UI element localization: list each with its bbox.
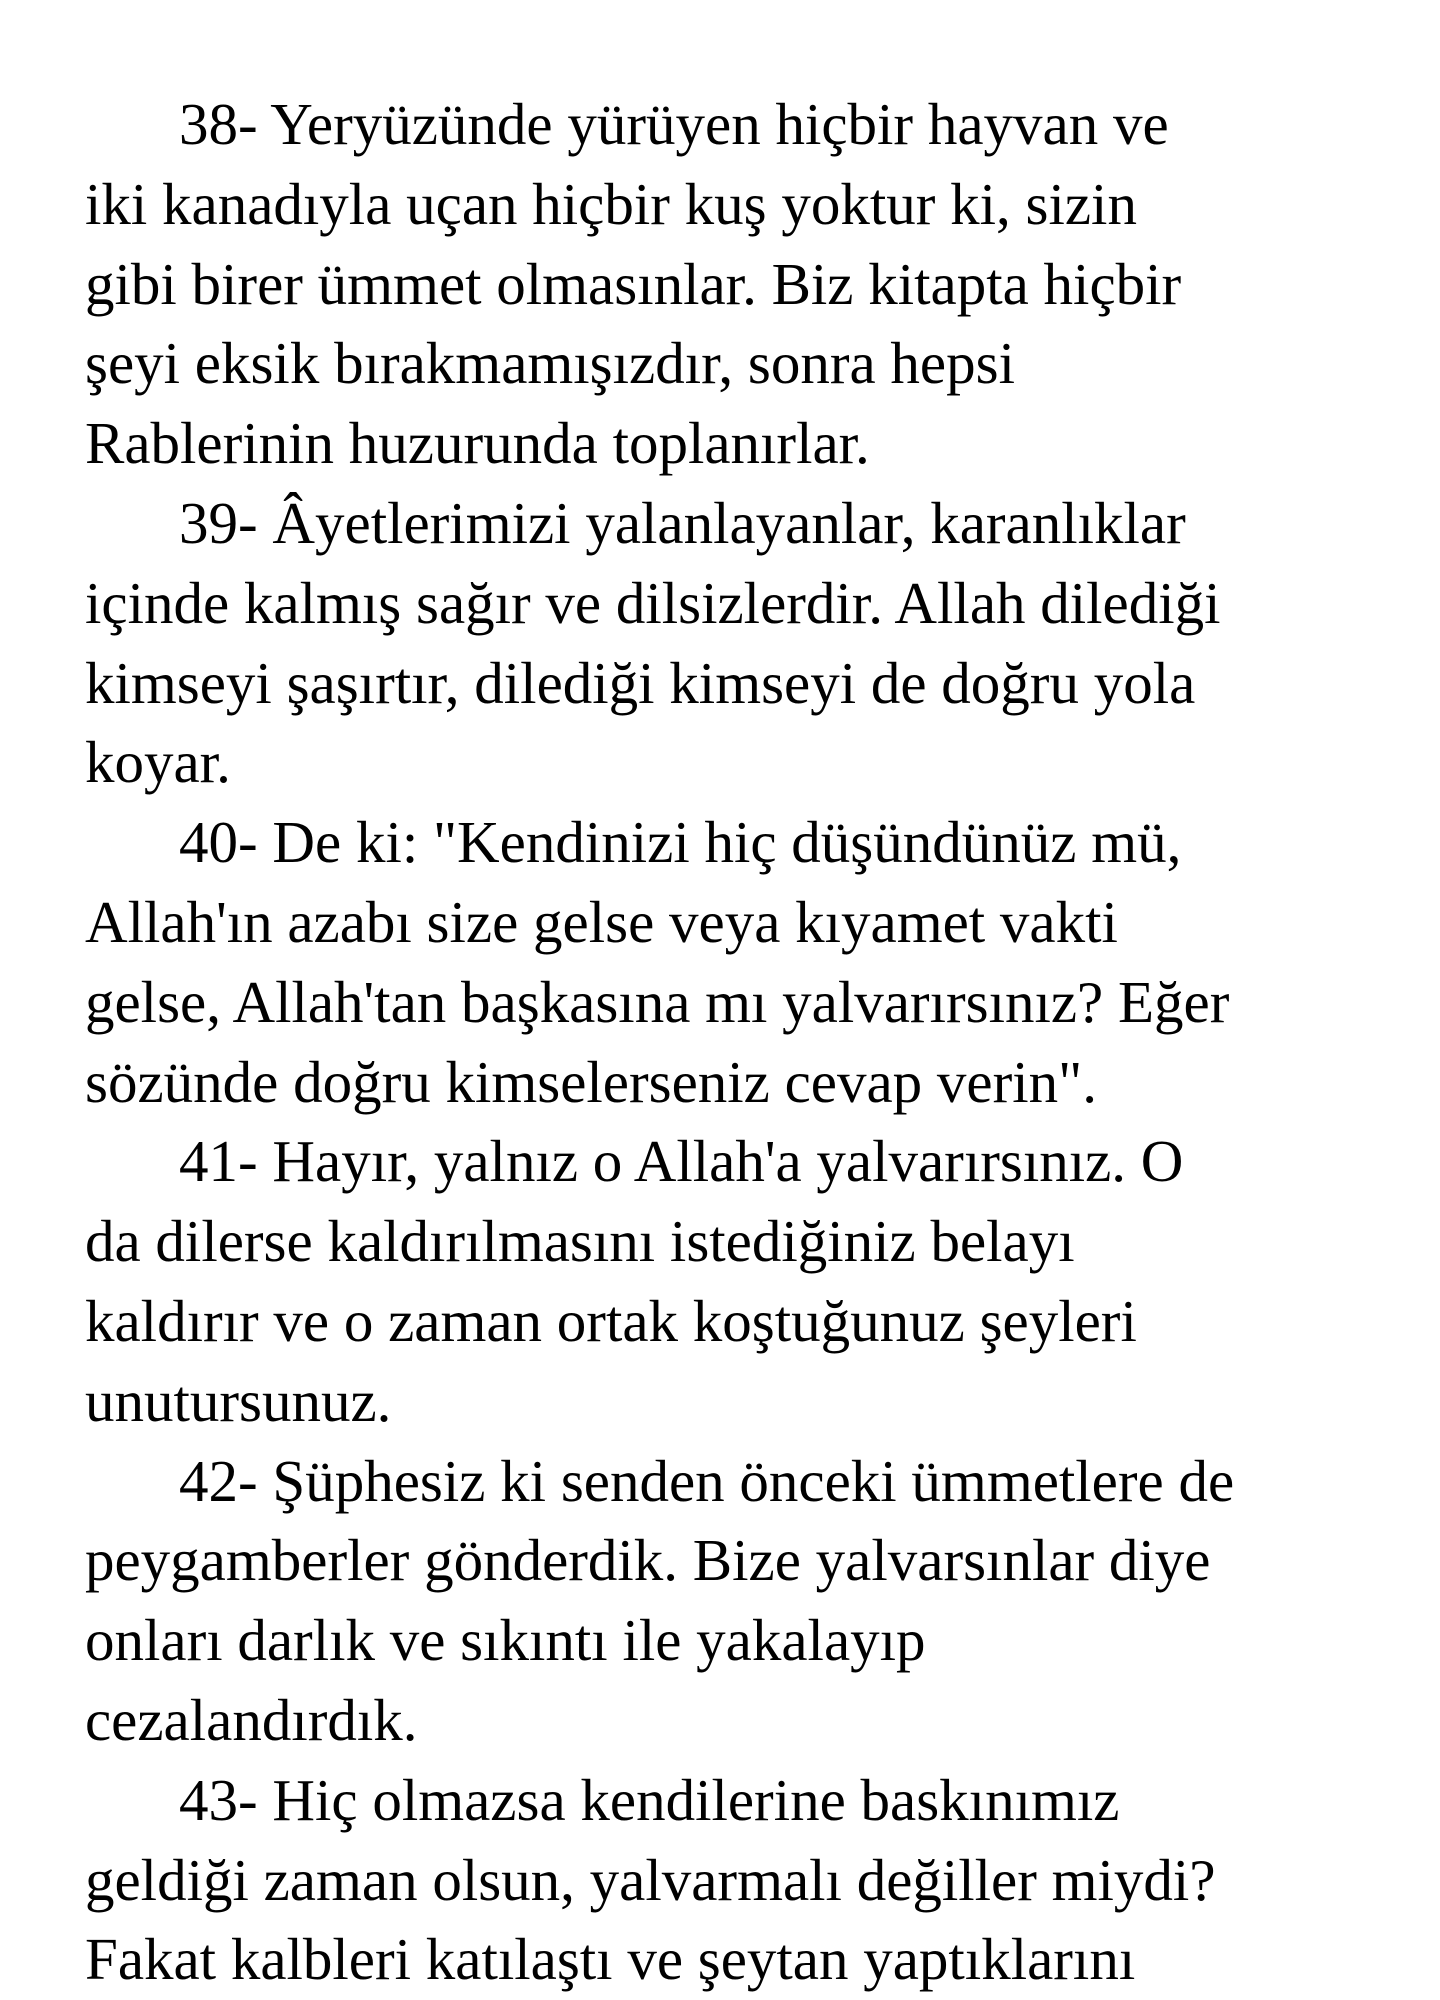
verse-text-block	[85, 85, 1365, 2000]
verse-40: 40- De ki: "Kendinizi hiç düşündünüz mü, Allah'ın azabı size gelse veya kıyamet vakti gelse, Allah'tan başkasına mı yalvarırsınız? Eğer sözünde doğru kimselerseniz cevap verin".	[85, 809, 1230, 1115]
verse-39: 39- Âyetlerimizi yalanlayanlar, karanlıklar içinde kalmış sağır ve dilsizlerdir. Allah dilediği kimseyi şaşırtır, dilediği kimseyi de doğru yola koyar.	[85, 489, 1221, 796]
verse-43: 43- Hiç olmazsa kendilerine baskınımız geldiği zaman olsun, yalvarmalı değiller miydi? Fakat kalbleri katılaştı ve şeytan yaptıklarını	[85, 1766, 1216, 1993]
verse-41: 41- Hayır, yalnız o Allah'a yalvarırsınız. O da dilerse kaldırılmasını istediğiniz belayı kaldırır ve o zaman ortak koştuğunuz şeyleri unutursunuz.	[85, 1128, 1184, 1434]
verse-42: 42- Şüphesiz ki senden önceki ümmetlere de peygamberler gönderdik. Bize yalvarsınlar diye onları darlık ve sıkıntı ile yakalayıp cezalandırdık.	[85, 1447, 1235, 1753]
verse-38: 38- Yeryüzünde yürüyen hiçbir hayvan ve iki kanadıyla uçan hiçbir kuş yoktur ki, sizin gibi birer ümmet olmasınlar. Biz kitapta hiçbir şeyi eksik bırakmamışızdır, sonra hepsi Rablerinin huzurunda toplanırlar.	[85, 91, 1182, 477]
